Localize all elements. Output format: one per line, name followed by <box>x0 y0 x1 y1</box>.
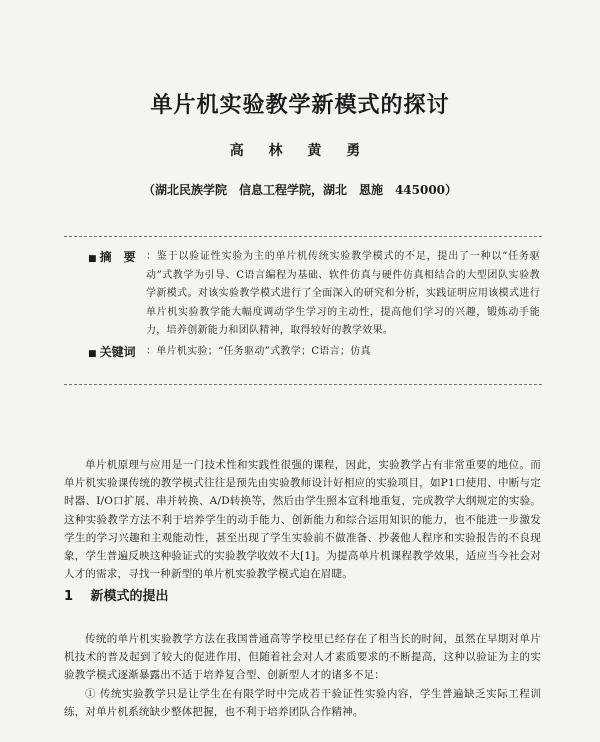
keywords-text: ：单片机实验；“任务驱动”式教学；C语言；仿真 <box>146 345 371 357</box>
section-heading <box>64 585 169 604</box>
paper-title: 单片机实验教学新模式的探讨 <box>150 92 450 118</box>
abstract-block <box>88 248 540 361</box>
author-list: 高 林 黄 勇 <box>229 143 371 159</box>
intro-body <box>64 456 541 583</box>
abstract-label: ■ 摘 要 <box>88 248 136 269</box>
section-title-text: 新模式的提出 <box>90 589 169 604</box>
abstract-text: ：鉴于以验证性实验为主的单片机传统实验教学模式的不足，提出了一种以“任务驱动”式教学为引导、C语言编程为基础、软件仿真与硬件仿真相结合的大型团队实验教学新模式。对该实验教学模式进行了全面深入的研究和分析，实践证明应用该模式进行单片机实验教学能大幅度调动学生学习的主动性，提高他们学习的兴趣，锻炼动手能力，培养创新能力和团队精神，取得较好的教学效果。 <box>146 251 540 336</box>
keywords-section <box>88 343 540 362</box>
author-affiliation: （湖北民族学院 信息工程学院，湖北 恩施 445000） <box>142 183 458 197</box>
section1-paragraph-1: 传统的单片机实验教学方法在我国普通高等学校里已经存在了相当长的时间，虽然在早期对单片机技术的普及起到了较大的促进作用，但随着社会对人才素质要求的不断提高，这种以验证为主的实验教学模式逐渐暴露出不适于培养复合型、创新型人才的诸多不足： <box>64 633 541 682</box>
section1-paragraph-2: ① 传统实验教学只是让学生在有限学时中完成若干验证性实验内容，学生普遍缺乏实际工程训练，对单片机系统缺少整体把握，也不利于培养团队合作精神。 <box>64 687 541 718</box>
intro-paragraph: 单片机原理与应用是一门技术性和实践性很强的课程，因此，实验教学占有非常重要的地位。而单片机实验课传统的教学模式往往是预先由实验教师设计好相应的实验项目，如P1口使用、中断与定时器、I/O口扩展、串并转换、A/D转换等，然后由学生照本宣科地重复，完成教学大纲规定的实验。这种实验教学方法不利于培养学生的动手能力、创新能力和综合运用知识的能力，也不能进一步激发学生的学习兴趣和主观能动性，甚至出现了学生实验前不做准备、抄袭他人程序和实验报告的不良现象，学生普遍反映这种验证式的实验教学收效不大[1]。为提高单片机课程教学效果，适应当今社会对人才的需求，寻找一种新型的单片机实验教学模式迫在眉睫。 <box>64 459 541 581</box>
divider-bottom <box>64 384 542 385</box>
abstract-section <box>88 248 540 341</box>
section1-body <box>64 630 541 721</box>
section-number: 1 <box>64 589 74 604</box>
keywords-label: ■ 关键词 <box>88 343 136 364</box>
divider-top <box>64 236 542 237</box>
